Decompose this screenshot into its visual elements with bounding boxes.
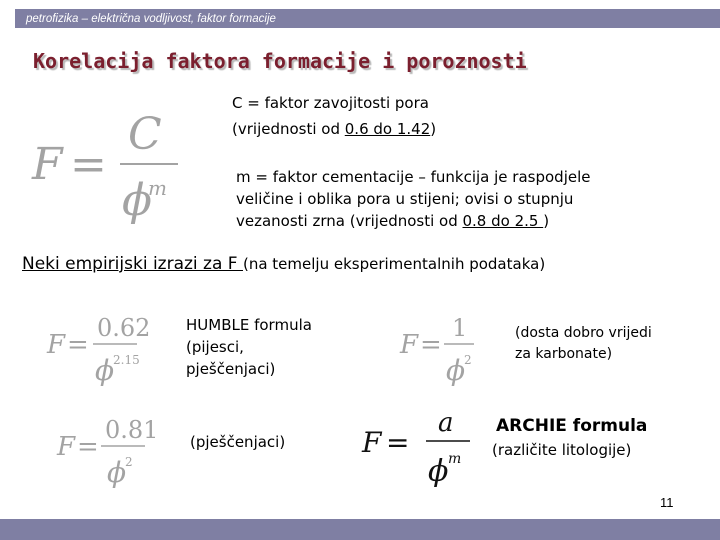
formula-exponent: 2.15 — [113, 353, 140, 367]
main-formula-denominator: ϕ — [122, 175, 152, 225]
m-definition-line1: m = faktor cementacije – funkcija je raspodjele — [236, 168, 591, 186]
formula-lhs: F — [47, 330, 66, 360]
formula-eq: = — [420, 330, 442, 360]
breadcrumb: petrofizika – električna vodljivost, faktor formacije — [26, 13, 276, 25]
m-definition-line2: veličine i oblika pora u stijeni; ovisi o stupnju — [236, 190, 574, 208]
m-range: 0.8 do 2.5 — [462, 212, 544, 230]
humble-label-line2: (pijesci, — [186, 338, 244, 356]
formula-exponent: m — [448, 451, 462, 467]
formula-numerator: 1 — [452, 314, 468, 342]
formula-eq: = — [386, 426, 410, 459]
archie-subtitle: (različite litologije) — [492, 441, 632, 459]
empirical-heading-text: Neki empirijski izrazi za F — [22, 254, 243, 274]
main-formula-eq: = — [70, 139, 107, 190]
carbonate-formula — [398, 310, 488, 390]
formula-numerator: 0.81 — [105, 416, 159, 444]
formula-denominator: ϕ — [107, 456, 127, 489]
c-definition-line1: C = faktor zavojitosti pora — [232, 94, 429, 112]
sandstone-formula — [55, 412, 165, 492]
formula-lhs: F — [400, 330, 419, 360]
formula-exponent: 2 — [125, 455, 133, 469]
formula-numerator: 0.62 — [97, 314, 151, 342]
page-title: Korelacija faktora formacije i poroznosti — [33, 49, 527, 73]
c-definition-line2 — [232, 118, 436, 140]
humble-label-line3: pješčenjaci) — [186, 360, 276, 378]
c-range-suffix: ) — [430, 120, 437, 138]
carbonate-note-line1: (dosta dobro vrijedi — [515, 325, 652, 341]
formula-lhs: F — [362, 426, 382, 459]
empirical-heading — [22, 253, 545, 275]
formula-denominator: ϕ — [95, 354, 115, 387]
archie-formula — [360, 405, 470, 491]
m-definition-line3 — [236, 210, 549, 232]
formula-numerator: a — [438, 408, 454, 438]
m-range-suffix: ) — [543, 212, 550, 230]
main-formula-exponent: m — [148, 176, 167, 200]
formula-lhs: F — [57, 432, 76, 462]
humble-label-line1: HUMBLE formula — [186, 316, 312, 334]
formula-denominator: ϕ — [446, 354, 466, 387]
c-range-prefix: (vrijednosti od — [232, 120, 345, 138]
humble-formula — [45, 310, 155, 390]
m-range-prefix: vezanosti zrna (vrijednosti od — [236, 212, 463, 230]
carbonate-note-line2: za karbonate) — [515, 346, 613, 362]
formula-exponent: 2 — [464, 353, 472, 367]
footer-bar — [0, 519, 720, 540]
main-formula-numerator: C — [128, 109, 162, 160]
page-number: 11 — [660, 495, 674, 510]
header-bar — [15, 9, 720, 28]
formula-eq: = — [67, 330, 89, 360]
c-range: 0.6 do 1.42 — [344, 120, 431, 138]
formula-eq: = — [77, 432, 99, 462]
archie-title: ARCHIE formula — [496, 416, 648, 436]
formula-denominator: ϕ — [428, 454, 449, 489]
main-formula — [28, 105, 188, 225]
empirical-note: (na temelju eksperimentalnih podataka) — [242, 255, 546, 273]
main-formula-lhs: F — [32, 139, 63, 190]
sandstone-note: (pješčenjaci) — [190, 433, 286, 451]
